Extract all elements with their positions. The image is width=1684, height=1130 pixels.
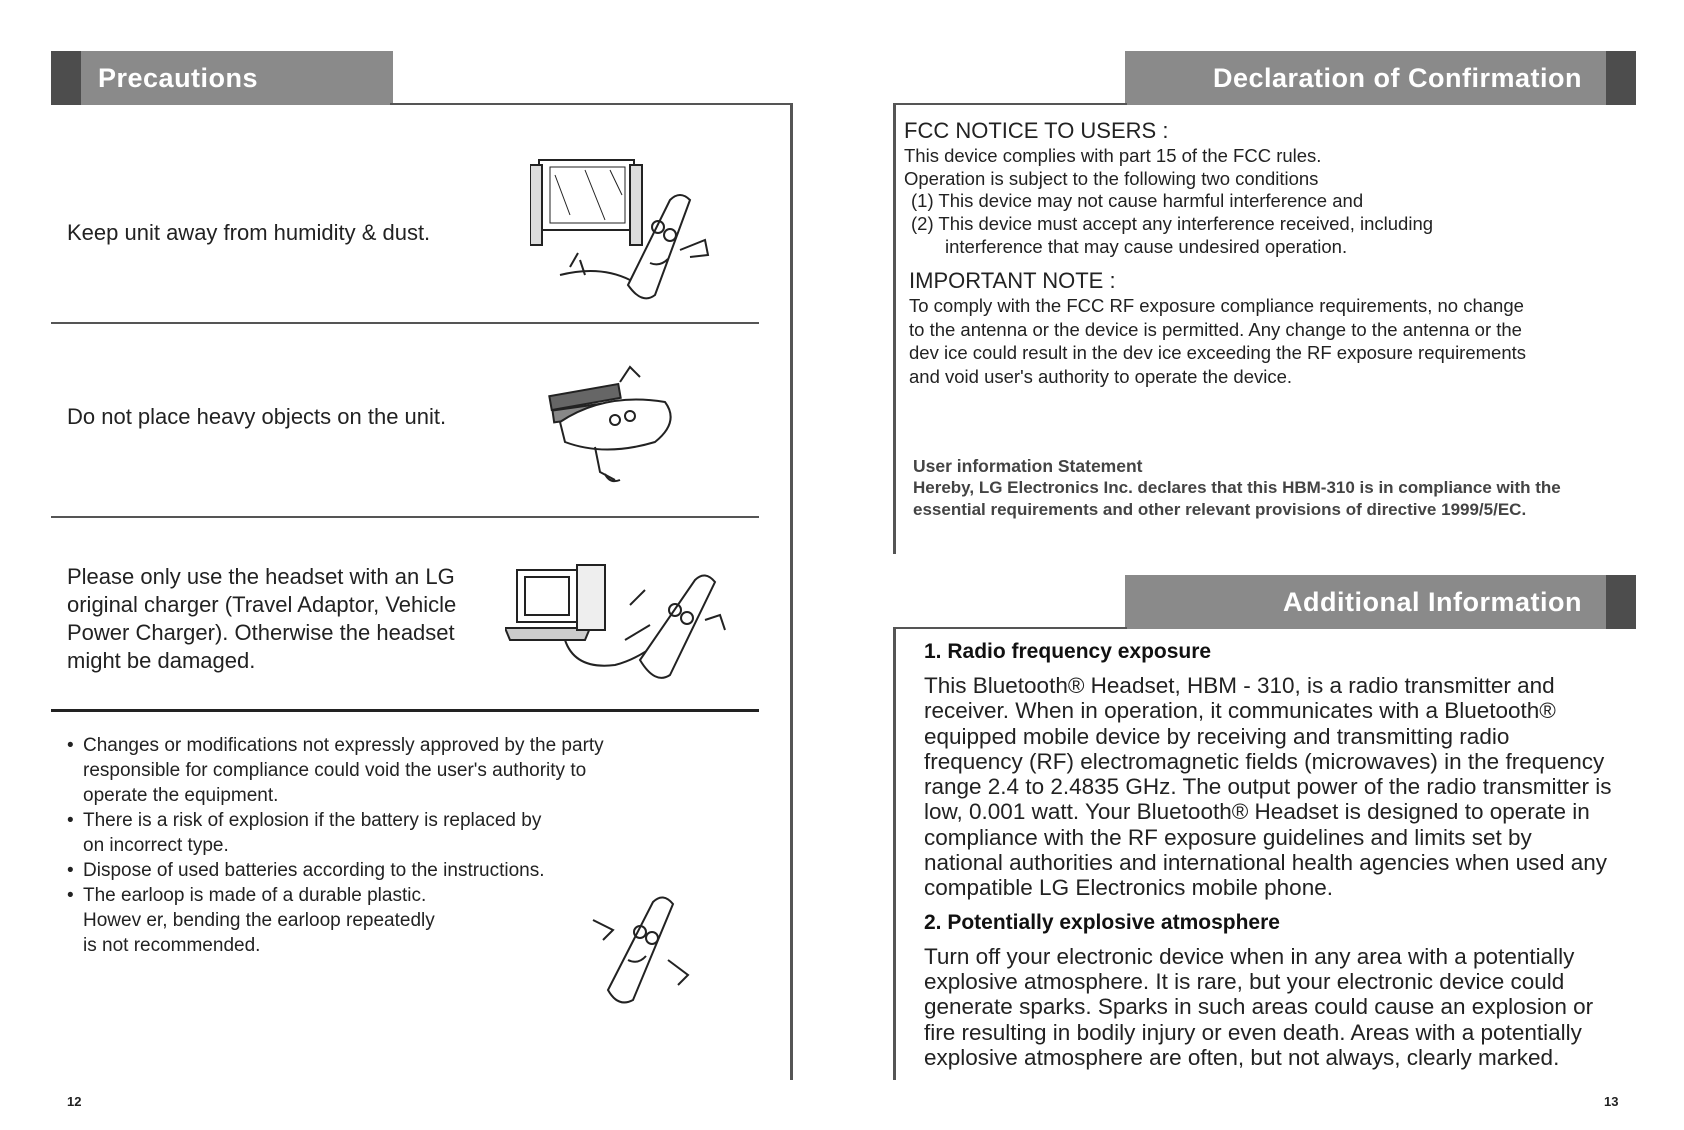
additional-info-title: Additional Information bbox=[1283, 586, 1582, 617]
fcc-conditions bbox=[904, 189, 1624, 258]
section1-title: 1. Radio frequency exposure bbox=[924, 640, 1212, 663]
section1-line: range 2.4 to 2.4835 GHz. The output power of the radio transmitter is bbox=[924, 774, 1612, 800]
bullet-item: • There is a risk of explosion if the battery is replaced by on incorrect type. bbox=[67, 810, 542, 856]
fcc-notice bbox=[904, 118, 1624, 388]
section1-line: low, 0.001 watt. Your Bluetooth® Headset is designed to operate in bbox=[924, 799, 1590, 825]
header-dark-tab bbox=[1606, 51, 1636, 105]
declaration-left-rule bbox=[893, 103, 896, 554]
section-radio-frequency bbox=[924, 640, 1644, 1070]
section1-line: compatible LG Electronics mobile phone. bbox=[924, 875, 1333, 901]
bullet-item: • The earloop is made of a durable plastic. Howev er, bending the earloop repeatedly is not recommended. bbox=[67, 885, 435, 956]
important-line: to the antenna or the device is permitted. Any change to the antenna or the bbox=[909, 318, 1522, 340]
section1-line: This Bluetooth® Headset, HBM - 310, is a radio transmitter and bbox=[924, 673, 1555, 698]
tip-charger-line: original charger (Travel Adaptor, Vehicle bbox=[67, 592, 457, 617]
precautions-top-rule bbox=[390, 103, 792, 105]
bullet-line: The earloop is made of a durable plastic. bbox=[83, 885, 427, 906]
tip-charger-line: might be damaged. bbox=[67, 648, 256, 673]
user-info-statement bbox=[913, 455, 1673, 521]
important-line: dev ice could result in the dev ice exceeding the RF exposure requirements bbox=[909, 342, 1527, 363]
important-note bbox=[904, 268, 1624, 388]
bullet-line: Dispose of used batteries according to the instructions. bbox=[83, 860, 545, 881]
bullet-line: is not recommended. bbox=[83, 935, 261, 956]
section2-line: explosive atmosphere are often, but not always, clearly marked. bbox=[924, 1044, 1560, 1070]
section2-line: fire resulting in bodily injury or even death. Areas with a potentially bbox=[924, 1019, 1582, 1045]
tip-charger-line: Please only use the headset with an LG bbox=[67, 564, 455, 589]
section2-line: Turn off your electronic device when in any area with a potentially bbox=[924, 943, 1575, 969]
section1-line: receiver. When in operation, it communicates with a Bluetooth® bbox=[924, 698, 1556, 724]
bullet-item: • Dispose of used batteries according to the instructions. bbox=[67, 860, 545, 881]
header-dark-tab bbox=[1606, 575, 1636, 629]
declaration-header bbox=[1125, 51, 1636, 105]
user-info-title: User information Statement bbox=[913, 456, 1143, 476]
tip-charger-line: Power Charger). Otherwise the headset bbox=[67, 620, 455, 645]
fcc-condition-cont: interference that may cause undesired operation. bbox=[945, 236, 1348, 257]
important-line: To comply with the FCC RF exposure compliance requirements, no change bbox=[909, 295, 1524, 316]
tip-heavy-objects: Do not place heavy objects on the unit. bbox=[67, 404, 447, 429]
bullet-line: on incorrect type. bbox=[83, 835, 229, 856]
user-info-line: Hereby, LG Electronics Inc. declares that this HBM-310 is in compliance with the bbox=[913, 478, 1561, 497]
section2-line: explosive atmosphere. It is rare, but your electronic device could bbox=[924, 968, 1565, 994]
section1-line: frequency (RF) electromagnetic fields (microwaves) in the frequency bbox=[924, 748, 1605, 774]
divider-3 bbox=[51, 709, 759, 712]
section1-body bbox=[924, 673, 1644, 901]
important-title: IMPORTANT NOTE : bbox=[909, 268, 1116, 293]
section2-title: 2. Potentially explosive atmosphere bbox=[924, 910, 1280, 934]
heavy-objects-illustration bbox=[545, 362, 705, 492]
precautions-title: Precautions bbox=[98, 62, 259, 93]
tip-humidity: Keep unit away from humidity & dust. bbox=[67, 220, 431, 245]
page-number-right: 13 bbox=[1604, 1094, 1619, 1109]
bullet-line: responsible for compliance could void the user's authority to bbox=[83, 760, 587, 781]
fcc-line: This device complies with part 15 of the FCC rules. bbox=[904, 145, 1322, 166]
additional-top-rule bbox=[893, 627, 1127, 629]
fcc-condition: (2) This device must accept any interference received, including bbox=[911, 213, 1434, 234]
additional-left-rule bbox=[893, 627, 896, 1080]
divider-1 bbox=[51, 322, 759, 324]
section1-line: compliance with the RF exposure guidelines and limits set by bbox=[924, 824, 1532, 850]
page-number-left: 12 bbox=[67, 1094, 82, 1109]
tip-charger bbox=[67, 563, 456, 675]
user-info-line: essential requirements and other relevant provisions of directive 1999/5/EC. bbox=[913, 500, 1527, 519]
fcc-condition: (1) This device may not cause harmful interference and bbox=[911, 190, 1364, 211]
declaration-title: Declaration of Confirmation bbox=[1212, 62, 1582, 93]
earloop-illustration bbox=[588, 890, 698, 1010]
divider-2 bbox=[51, 516, 759, 518]
section1-line: national authorities and international health agencies when used any bbox=[924, 850, 1607, 876]
bullet-line: There is a risk of explosion if the battery is replaced by bbox=[83, 810, 542, 831]
humidity-dust-illustration bbox=[530, 155, 730, 305]
additional-info-header bbox=[1125, 575, 1636, 629]
bullet-line: operate the equipment. bbox=[83, 785, 279, 806]
header-dark-tab bbox=[51, 51, 81, 105]
section2-line: generate sparks. Sparks in such areas could cause an explosion or bbox=[924, 994, 1594, 1020]
important-line: and void user's authority to operate the device. bbox=[909, 365, 1293, 387]
charger-illustration bbox=[505, 560, 735, 690]
declaration-top-rule bbox=[893, 103, 1127, 105]
fcc-title: FCC NOTICE TO USERS : bbox=[904, 118, 1169, 143]
precautions-header bbox=[51, 51, 393, 105]
bullet-item: • Changes or modifications not expressly approved by the party responsible for compliance could void the user's authority to operate the equipment. bbox=[67, 735, 604, 806]
fcc-line: Operation is subject to the following two conditions bbox=[904, 168, 1319, 189]
precautions-right-rule bbox=[790, 103, 793, 1080]
section2-body bbox=[924, 944, 1644, 1070]
section1-line: equipped mobile device by receiving and transmitting radio bbox=[924, 723, 1510, 749]
bullet-line: Howev er, bending the earloop repeatedly bbox=[83, 910, 435, 931]
bullet-line: Changes or modifications not expressly approved by the party bbox=[83, 735, 604, 756]
